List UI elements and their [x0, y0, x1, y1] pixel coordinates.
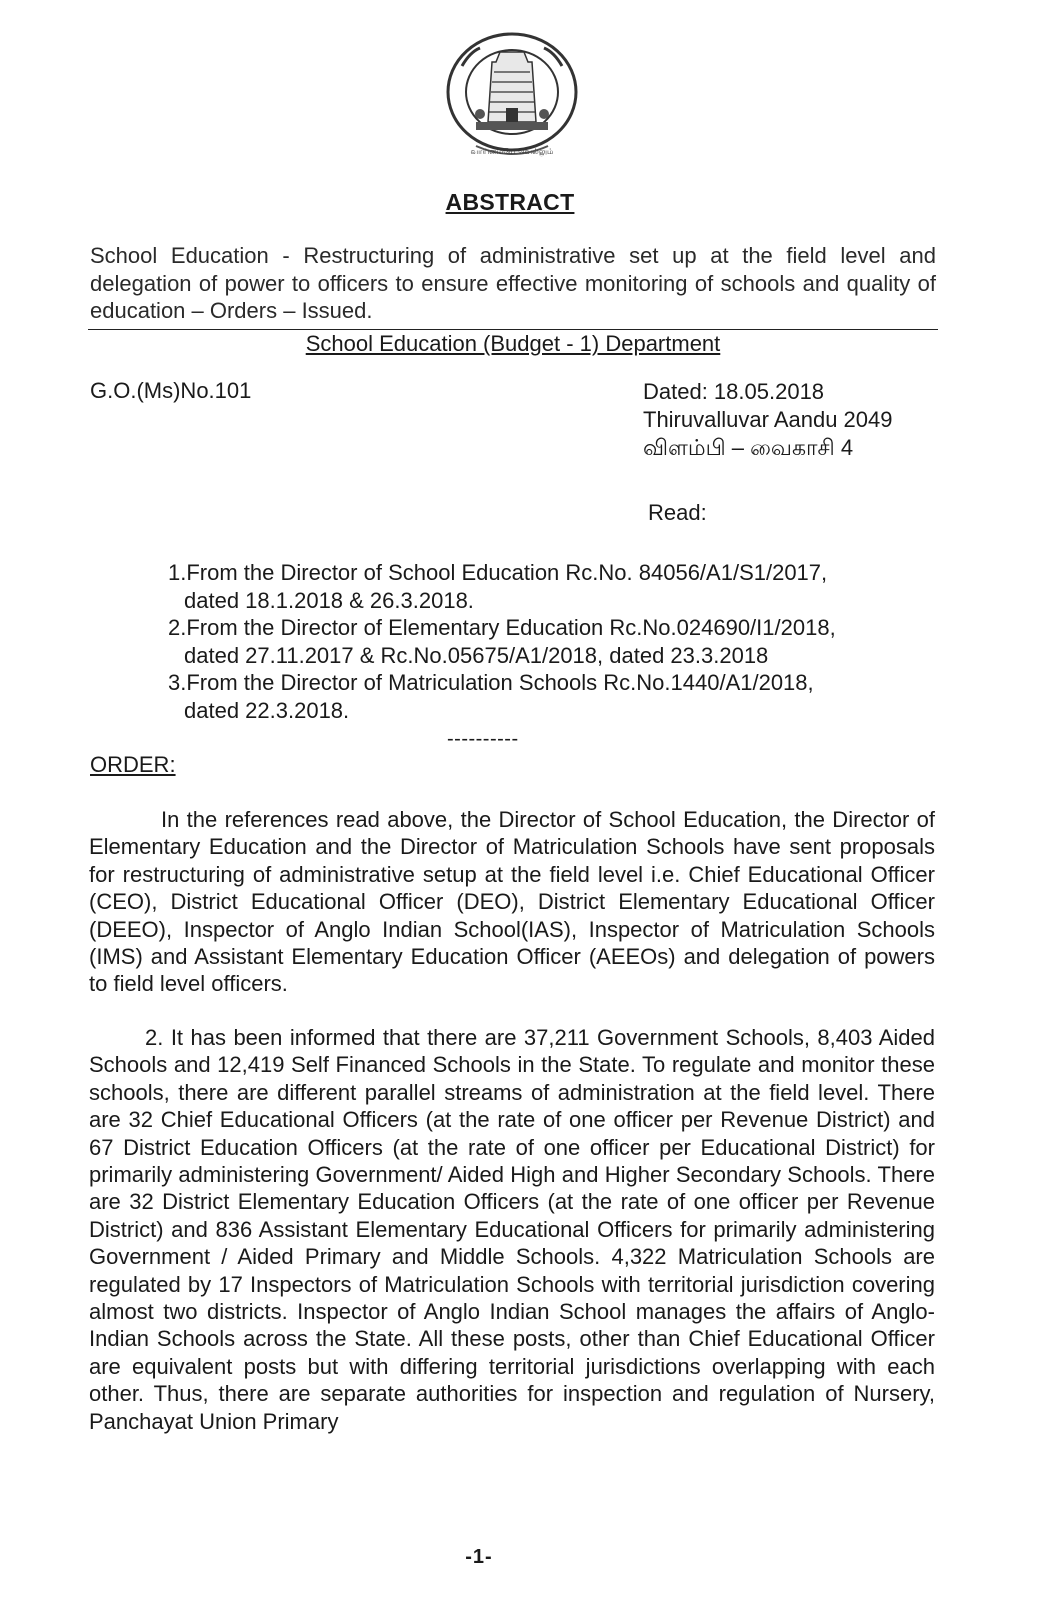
- subject-text: School Education - Restructuring of administrative set up at the field level and delegation of power to officers to ensure effective monitoring of schools and quality of education – Orders – Issued.: [90, 243, 936, 323]
- reference-item: [168, 614, 936, 669]
- tamil-nadu-government-emblem-icon: [440, 30, 584, 162]
- reference-item: [168, 669, 936, 724]
- reference-second-line: dated 27.11.2017 & Rc.No.05675/A1/2018, dated 23.3.2018: [184, 642, 769, 668]
- tamil-date: விளம்பி – வைகாசி 4: [643, 435, 854, 460]
- read-label: Read:: [648, 500, 707, 525]
- references-list: [168, 559, 936, 724]
- order-paragraph-1: In the references read above, the Director of School Education, the Director of Elementary Education and the Director of Matriculation Schools have sent proposals for restructuring of administrative setup at the field level i.e. Chief Educational Officer (CEO), District Educational Officer (DEO), District Elementary Educational Officer (DEEO), Inspector of Anglo Indian School(IAS), Inspector of Matriculation Schools (IMS) and Assistant Elementary Education Officer (AEEOs) and delegation of powers to field level officers.: [89, 807, 935, 997]
- government-emblem: [440, 30, 584, 162]
- reference-first-line: 2.From the Director of Elementary Education Rc.No.024690/I1/2018,: [168, 615, 836, 640]
- order-paragraph-2: 2. It has been informed that there are 37,211 Government Schools, 8,403 Aided Schools and 12,419 Self Financed Schools in the State. To regulate and monitor these schools, there are different parallel streams of administration at the field level. There are 32 Chief Educational Officers (at the rate of one officer per Revenue District) and 67 District Education Officers (at the rate of one officer per Educational District) for primarily administering Government/ Aided High and Higher Secondary Schools. There are 32 District Elementary Education Officers (at the rate of one officer per Revenue District) and 836 Assistant Elementary Educational Officers for primarily administering Government / Aided Primary and Middle Schools. 4,322 Matriculation Schools are regulated by 17 Inspectors of Matriculation Schools with territorial jurisdiction covering almost two districts. Inspector of Anglo Indian School manages the affairs of Anglo-Indian Schools across the State. All these posts, other than Chief Educational Officer are equivalent posts but with differing territorial jurisdictions overlapping with each other. Thus, there are separate authorities for inspection and regulation of Nursery, Panchayat Union Primary: [89, 1025, 935, 1434]
- reference-item: [168, 559, 936, 614]
- go-number: G.O.(Ms)No.101: [90, 378, 252, 403]
- reference-second-line: dated 22.3.2018.: [184, 697, 350, 723]
- abstract-title: ABSTRACT: [445, 189, 575, 215]
- date-block: [643, 378, 893, 462]
- reference-first-line: 1.From the Director of School Education Rc.No. 84056/A1/S1/2017,: [168, 560, 828, 585]
- reference-second-line: dated 18.1.2018 & 26.3.2018.: [184, 587, 474, 613]
- page-number: -1-: [465, 1546, 493, 1568]
- separator: ----------: [447, 728, 519, 750]
- dated-line: Dated: 18.05.2018: [643, 379, 825, 404]
- emblem-motto: வாய்மையே வெல்லும்: [470, 147, 554, 156]
- department-heading: School Education (Budget - 1) Department: [305, 331, 721, 356]
- divider-line: [88, 329, 938, 330]
- order-heading: ORDER:: [90, 752, 176, 777]
- reference-first-line: 3.From the Director of Matriculation Schools Rc.No.1440/A1/2018,: [168, 670, 814, 695]
- thiruvalluvar-year: Thiruvalluvar Aandu 2049: [643, 407, 893, 432]
